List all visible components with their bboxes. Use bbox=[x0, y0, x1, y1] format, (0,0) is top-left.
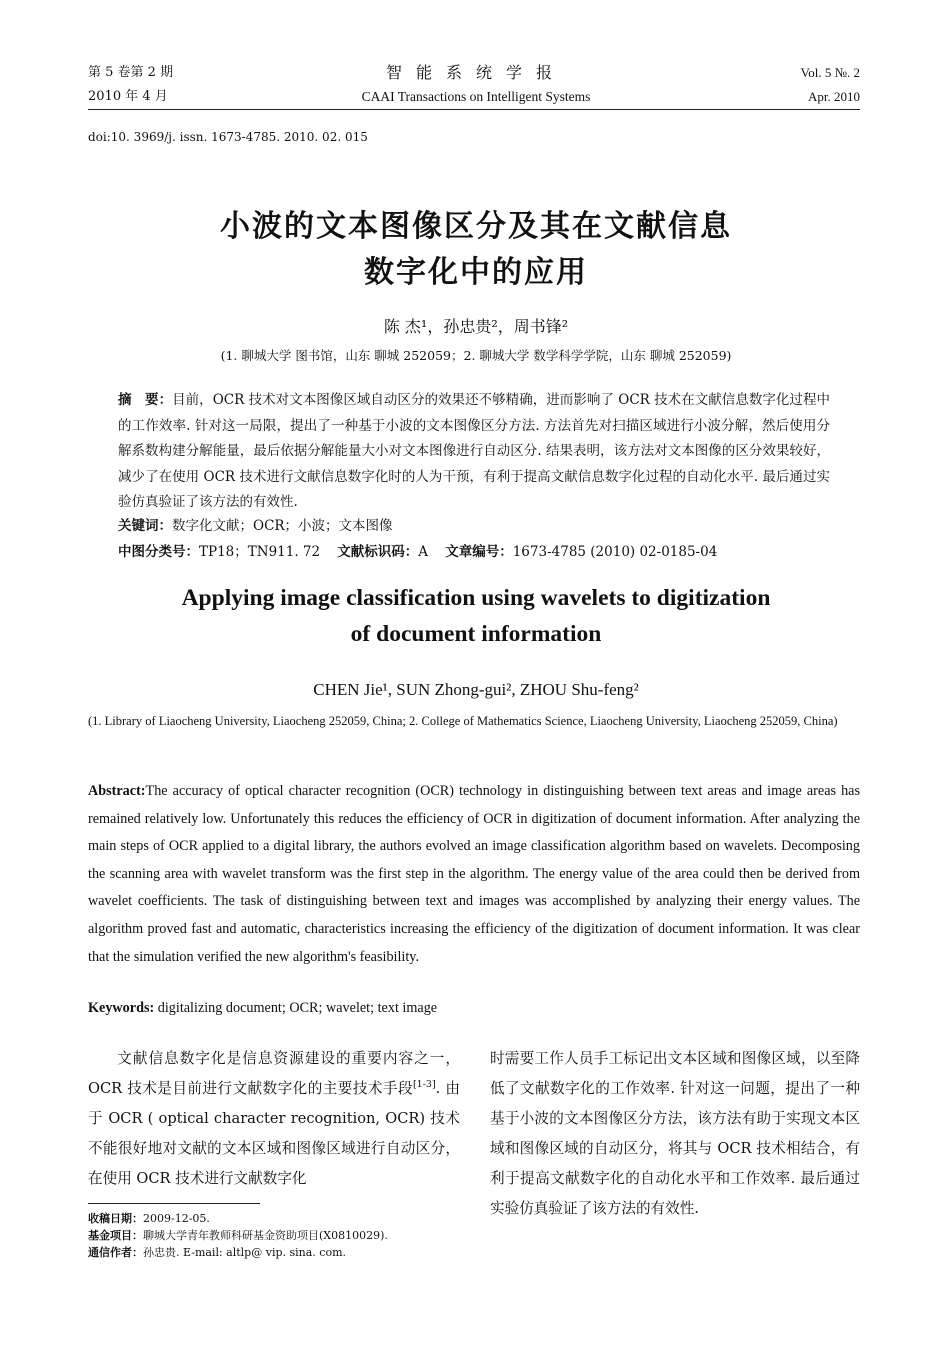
cn-title-line1: 小波的文本图像区分及其在文献信息 bbox=[220, 209, 732, 244]
class-label: 中图分类号： bbox=[118, 544, 199, 560]
en-abstract-label: Abstract: bbox=[88, 783, 146, 799]
doc-code-value: A bbox=[418, 544, 429, 560]
received-value: 2009-12-05. bbox=[143, 1212, 210, 1225]
cn-affiliation: (1. 聊城大学 图书馆，山东 聊城 252059；2. 聊城大学 数学科学学院，山东 聊城 252059) bbox=[220, 348, 732, 363]
fund-value: 聊城大学青年教师科研基金资助项目(X0810029). bbox=[143, 1229, 388, 1242]
en-keywords bbox=[88, 1000, 860, 1017]
en-abstract-text: The accuracy of optical character recognition (OCR) technology in distinguishing between text areas and image areas has remained relatively low. Unfortunately this reduces the efficiency of OCR in digitization of document information. After analyzing the main steps of OCR applied to a digital library, the authors evolved an image classification algorithm based on wavelets. Decomposing the scanning area with wavelet transform was the first step in the algorithm. The energy value of the area could then be derived from wavelet coefficients. The task of distinguishing between text and images was accomplished by analyzing their energy values. The algorithm proved fast and automatic, characteristics increasing the efficiency of the digitization of document information. It was clear that the simulation verified the new algorithm's feasibility. bbox=[88, 783, 860, 965]
date-cn: 2010 年 4 月 bbox=[88, 89, 168, 104]
body-right-text: 时需要工作人员手工标记出文本区域和图像区域，以至降低了文献数字化的工作效率. 针对这一问题，提出了一种基于小波的文本图像区分方法，该方法有助于实现文本区域和图像区域的自动区分，将其与 OCR 技术相结合，有利于提高文献数字化的自动化水平和工作效率. 最后通过实验仿真验证了该方法的有效性. bbox=[490, 1050, 860, 1217]
received-label: 收稿日期： bbox=[88, 1212, 143, 1225]
cn-keywords-text: 数字化文献；OCR；小波；文本图像 bbox=[172, 518, 393, 534]
corr-label: 通信作者： bbox=[88, 1246, 143, 1259]
fund-label: 基金项目： bbox=[88, 1229, 143, 1242]
header-rule bbox=[88, 109, 860, 110]
footnote-corresponding bbox=[88, 1245, 346, 1261]
en-affiliation: (1. Library of Liaocheng University, Liaocheng 252059, China; 2. College of Mathematics Science, Liaocheng University, Liaocheng 252059, China) bbox=[88, 714, 838, 728]
cn-abstract-label: 摘 要： bbox=[118, 392, 173, 408]
footnote-rule bbox=[88, 1203, 260, 1204]
en-title-line2: of document information bbox=[350, 621, 602, 647]
en-abstract bbox=[88, 778, 860, 971]
body-right-column bbox=[490, 1044, 860, 1224]
cn-abstract-text: 目前，OCR 技术对文本图像区域自动区分的效果还不够精确，进而影响了 OCR 技术在文献信息数字化过程中的工作效率. 针对这一局限，提出了一种基于小波的文本图像区分方法. 方法首先对扫描区域进行小波分解，然后使用分解系数构建分解能量，最后依据分解能量大小对文本图像进行自动区分. 结果表明，该方法对文本图像的区分效果较好，减少了在使用 OCR 技术进行文献信息数字化时的人为干预，有利于提高文献信息数字化过程的自动化水平. 最后通过实验仿真验证了该方法的有效性. bbox=[118, 392, 830, 510]
cn-authors: 陈 杰¹，孙忠贵²，周书锋² bbox=[383, 317, 569, 336]
doc-code-label: 文献标识码： bbox=[337, 544, 419, 560]
cn-title-line2: 数字化中的应用 bbox=[364, 255, 588, 290]
doi: doi:10. 3969/j. issn. 1673-4785. 2010. 02. 015 bbox=[88, 130, 368, 144]
corr-value: 孙忠贵. E-mail: altlp@ vip. sina. com. bbox=[143, 1246, 347, 1259]
journal-name-en: CAAI Transactions on Intelligent Systems bbox=[361, 89, 591, 104]
cn-classification bbox=[118, 540, 830, 566]
journal-name-cn: 智能系统学报 bbox=[385, 63, 566, 82]
class-value: TP18；TN911. 72 bbox=[199, 544, 321, 560]
footnote-fund bbox=[88, 1228, 388, 1244]
citation: [1-3] bbox=[412, 1079, 436, 1091]
cn-keywords-label: 关键词： bbox=[118, 518, 172, 534]
article-no-value: 1673-4785 (2010) 02-0185-04 bbox=[512, 544, 718, 560]
volume-issue-en: Vol. 5 №. 2 bbox=[800, 65, 860, 80]
article-no-label: 文章编号： bbox=[445, 544, 513, 560]
body-left-text: 文献信息数字化是信息资源建设的重要内容之一，OCR 技术是目前进行文献数字化的主要技术手段 bbox=[88, 1050, 460, 1097]
cn-keywords bbox=[118, 514, 830, 540]
body-left-text-cont: . 由于 OCR ( optical character recognition, OCR) 技术不能很好地对文献的文本区域和图像区域进行自动区分，在使用 OCR 技术进行文献数字化 bbox=[88, 1080, 460, 1187]
date-en: Apr. 2010 bbox=[808, 89, 860, 104]
body-left-column bbox=[88, 1044, 460, 1194]
en-authors: CHEN Jie¹, SUN Zhong-gui², ZHOU Shu-feng² bbox=[313, 680, 639, 699]
volume-issue-cn: 第 5 卷第 2 期 bbox=[88, 65, 174, 80]
en-keywords-text: digitalizing document; OCR; wavelet; text image bbox=[157, 1000, 438, 1016]
en-title-line1: Applying image classification using wavelets to digitization bbox=[181, 585, 771, 611]
en-keywords-label: Keywords: bbox=[88, 1000, 155, 1016]
cn-abstract bbox=[118, 388, 830, 516]
footnote-received bbox=[88, 1211, 210, 1227]
